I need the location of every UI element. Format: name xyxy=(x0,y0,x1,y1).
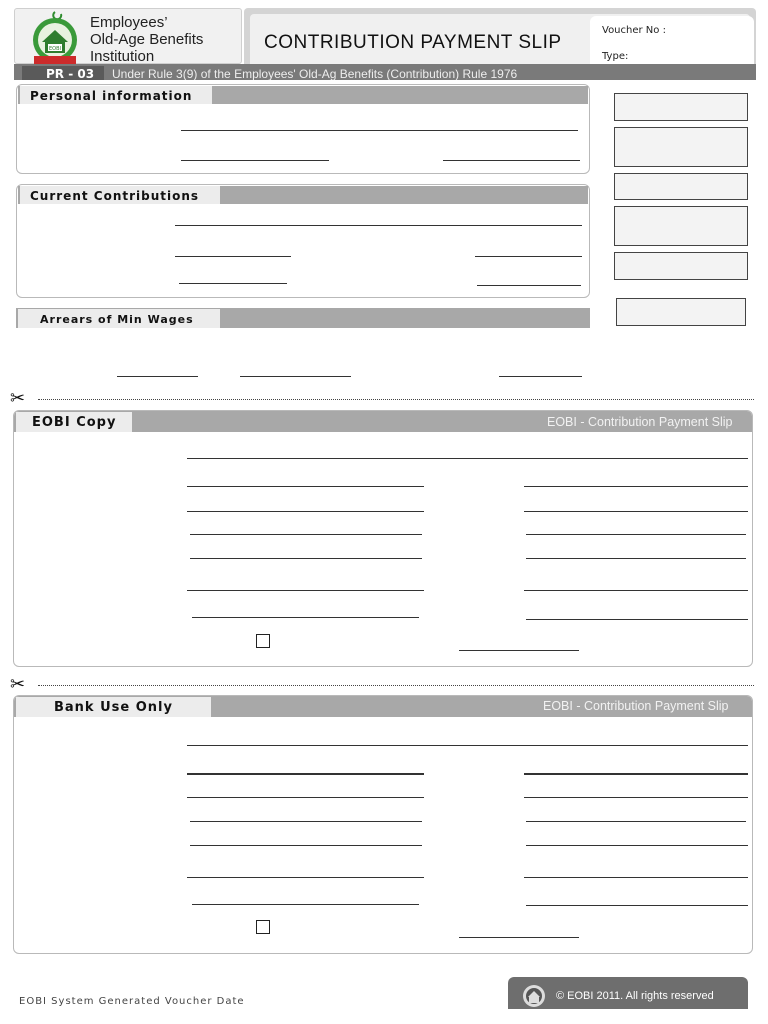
arrears-field-line[interactable] xyxy=(499,376,582,377)
section-title-arrears: Arrears of Min Wages xyxy=(18,309,220,328)
eobi-field-line[interactable] xyxy=(192,617,419,618)
copyright-text: © EOBI 2011. All rights reserved xyxy=(556,990,714,1002)
eobi-field-line[interactable] xyxy=(526,534,746,535)
arrears-field-line[interactable] xyxy=(117,376,198,377)
bank-field-line[interactable] xyxy=(187,797,424,798)
right-input-box[interactable] xyxy=(616,298,746,326)
section-title-eobi-copy: EOBI Copy xyxy=(16,412,132,432)
bank-field-line[interactable] xyxy=(526,845,748,846)
logo-text: EOBI xyxy=(49,46,61,52)
bank-field-line[interactable] xyxy=(190,845,422,846)
right-input-box[interactable] xyxy=(614,252,748,280)
form-code-badge xyxy=(22,66,104,80)
eobi-logo-icon xyxy=(26,10,84,64)
personal-field-line[interactable] xyxy=(181,160,329,161)
right-input-box[interactable] xyxy=(614,173,748,200)
page-title: CONTRIBUTION PAYMENT SLIP xyxy=(264,32,562,53)
right-input-box[interactable] xyxy=(614,206,748,246)
right-input-box[interactable] xyxy=(614,127,748,167)
slip-caption: EOBI - Contribution Payment Slip xyxy=(547,415,733,429)
org-name-line1: Employees’ xyxy=(90,14,168,31)
bank-field-line[interactable] xyxy=(524,773,748,775)
bank-field-line[interactable] xyxy=(526,905,748,906)
eobi-footer-logo-icon xyxy=(520,982,548,1008)
eobi-signature-line[interactable] xyxy=(459,650,579,651)
scissors-icon: ✂ xyxy=(10,674,26,695)
right-input-box[interactable] xyxy=(614,93,748,121)
generated-voucher-date: EOBI System Generated Voucher Date xyxy=(19,996,245,1007)
eobi-checkbox[interactable] xyxy=(256,634,270,648)
eobi-field-line[interactable] xyxy=(187,458,748,459)
section-title-bank-use: Bank Use Only xyxy=(16,697,211,717)
bank-use-panel xyxy=(13,695,753,954)
scissors-icon: ✂ xyxy=(10,388,26,409)
rule-text: Under Rule 3(9) of the Employees' Old-Ag Benefits (Contribution) Rule 1976 xyxy=(112,67,518,80)
bank-field-line[interactable] xyxy=(187,877,424,878)
org-name-line3: Institution xyxy=(90,48,155,63)
bank-checkbox[interactable] xyxy=(256,920,270,934)
bank-field-line[interactable] xyxy=(187,745,748,746)
eobi-field-line[interactable] xyxy=(190,558,422,559)
contribution-field-line[interactable] xyxy=(477,285,581,286)
eobi-field-line[interactable] xyxy=(187,511,424,512)
bank-field-line[interactable] xyxy=(192,904,419,905)
contribution-field-line[interactable] xyxy=(175,256,291,257)
section-title-current: Current Contributions xyxy=(20,186,220,204)
eobi-copy-panel xyxy=(13,410,753,667)
eobi-field-line[interactable] xyxy=(524,486,748,487)
personal-field-line[interactable] xyxy=(443,160,580,161)
voucher-label: Voucher No : xyxy=(602,25,666,36)
bank-field-line[interactable] xyxy=(524,797,748,798)
bank-signature-line[interactable] xyxy=(459,937,579,938)
eobi-field-line[interactable] xyxy=(526,619,748,620)
bank-field-line[interactable] xyxy=(190,821,422,822)
cut-line xyxy=(38,685,754,686)
org-name-line2: Old-Age Benefits xyxy=(90,31,204,48)
contribution-field-line[interactable] xyxy=(475,256,582,257)
eobi-field-line[interactable] xyxy=(187,590,424,591)
eobi-field-line[interactable] xyxy=(526,558,746,559)
bank-field-line[interactable] xyxy=(524,877,748,878)
slip-caption: EOBI - Contribution Payment Slip xyxy=(543,699,729,713)
contribution-field-line[interactable] xyxy=(179,283,287,284)
section-title-personal: Personal information xyxy=(20,86,212,104)
bank-field-line[interactable] xyxy=(187,773,424,775)
bank-field-line[interactable] xyxy=(526,821,746,822)
type-label: Type: xyxy=(602,51,629,62)
eobi-field-line[interactable] xyxy=(187,486,424,487)
arrears-field-line[interactable] xyxy=(240,376,351,377)
contribution-field-line[interactable] xyxy=(175,225,582,226)
eobi-field-line[interactable] xyxy=(524,511,748,512)
form-code: PR - 03 xyxy=(46,67,95,80)
personal-field-line[interactable] xyxy=(181,130,578,131)
eobi-field-line[interactable] xyxy=(524,590,748,591)
eobi-field-line[interactable] xyxy=(190,534,422,535)
cut-line xyxy=(38,399,754,400)
